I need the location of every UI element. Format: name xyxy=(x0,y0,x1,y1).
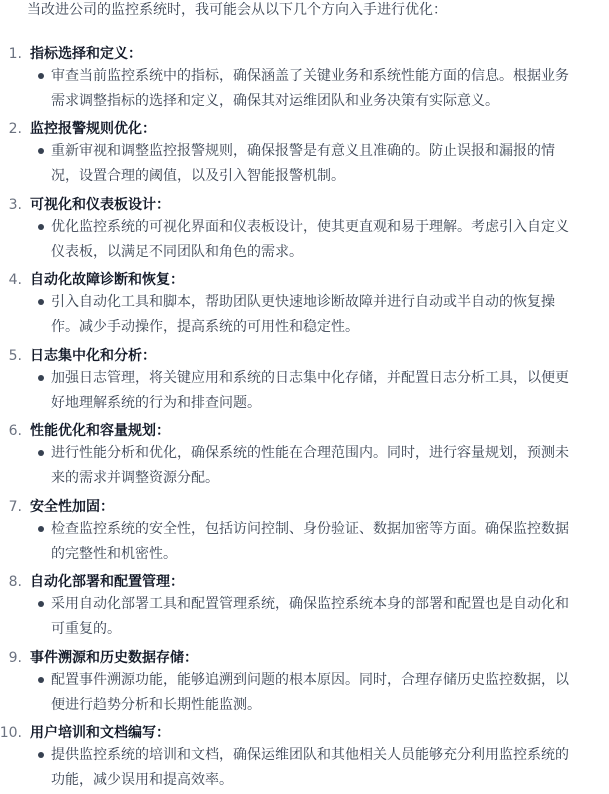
bullet-icon xyxy=(38,148,44,154)
item-title: 性能优化和容量规划： xyxy=(30,423,170,439)
item-title: 监控报警规则优化： xyxy=(30,121,156,137)
item-number: 10. xyxy=(0,725,22,741)
item-description: 检查监控系统的安全性，包括访问控制、身份验证、数据加密等方面。确保监控数据的完整性和机密性。 xyxy=(51,521,569,562)
bullet-icon xyxy=(38,601,44,607)
item-number: 2. xyxy=(8,121,22,137)
item-description: 引入自动化工具和脚本，帮助团队更快速地诊断故障并进行自动或半自动的恢复操作。减少手动操作，提高系统的可用性和稳定性。 xyxy=(51,294,555,335)
item-number: 6. xyxy=(8,423,22,439)
bullet-icon xyxy=(38,450,44,456)
item-number: 1. xyxy=(8,46,22,62)
item-description: 配置事件溯源功能，能够追溯到问题的根本原因。同时，合理存储历史监控数据，以便进行趋势分析和长期性能监测。 xyxy=(51,672,569,713)
bullet-icon xyxy=(38,375,44,381)
item-number: 5. xyxy=(8,348,22,364)
item-title: 自动化故障诊断和恢复： xyxy=(30,272,184,288)
bullet-icon xyxy=(38,526,44,532)
item-title: 可视化和仪表板设计： xyxy=(30,197,170,213)
intro-text: 当改进公司的监控系统时，我可能会从以下几个方向入手进行优化： xyxy=(27,2,447,18)
item-number: 9. xyxy=(8,650,22,666)
item-title: 安全性加固： xyxy=(30,499,114,515)
bullet-icon xyxy=(38,752,44,758)
item-description: 进行性能分析和优化，确保系统的性能在合理范围内。同时，进行容量规划，预测未来的需求并调整资源分配。 xyxy=(51,445,569,486)
item-title: 事件溯源和历史数据存储： xyxy=(30,650,198,666)
item-description: 重新审视和调整监控报警规则，确保报警是有意义且准确的。防止误报和漏报的情况，设置合理的阈值，以及引入智能报警机制。 xyxy=(51,143,555,184)
item-description: 提供监控系统的培训和文档，确保运维团队和其他相关人员能够充分利用监控系统的功能，减少误用和提高效率。 xyxy=(51,747,569,788)
item-number: 3. xyxy=(8,197,22,213)
bullet-icon xyxy=(38,677,44,683)
item-description: 加强日志管理，将关键应用和系统的日志集中化存储，并配置日志分析工具，以便更好地理解系统的行为和排查问题。 xyxy=(51,370,569,411)
item-title: 日志集中化和分析： xyxy=(30,348,156,364)
item-number: 4. xyxy=(8,272,22,288)
item-description: 优化监控系统的可视化界面和仪表板设计，使其更直观和易于理解。考虑引入自定义仪表板，以满足不同团队和角色的需求。 xyxy=(51,219,569,260)
bullet-icon xyxy=(38,73,44,79)
item-number: 7. xyxy=(8,499,22,515)
item-title: 自动化部署和配置管理： xyxy=(30,574,184,590)
item-title: 指标选择和定义： xyxy=(30,46,142,62)
item-number: 8. xyxy=(8,574,22,590)
bullet-icon xyxy=(38,299,44,305)
item-description: 采用自动化部署工具和配置管理系统，确保监控系统本身的部署和配置也是自动化和可重复的。 xyxy=(51,596,569,637)
item-title: 用户培训和文档编写： xyxy=(30,725,170,741)
bullet-icon xyxy=(38,224,44,230)
item-description: 审查当前监控系统中的指标，确保涵盖了关键业务和系统性能方面的信息。根据业务需求调整指标的选择和定义，确保其对运维团队和业务决策有实际意义。 xyxy=(51,68,569,109)
